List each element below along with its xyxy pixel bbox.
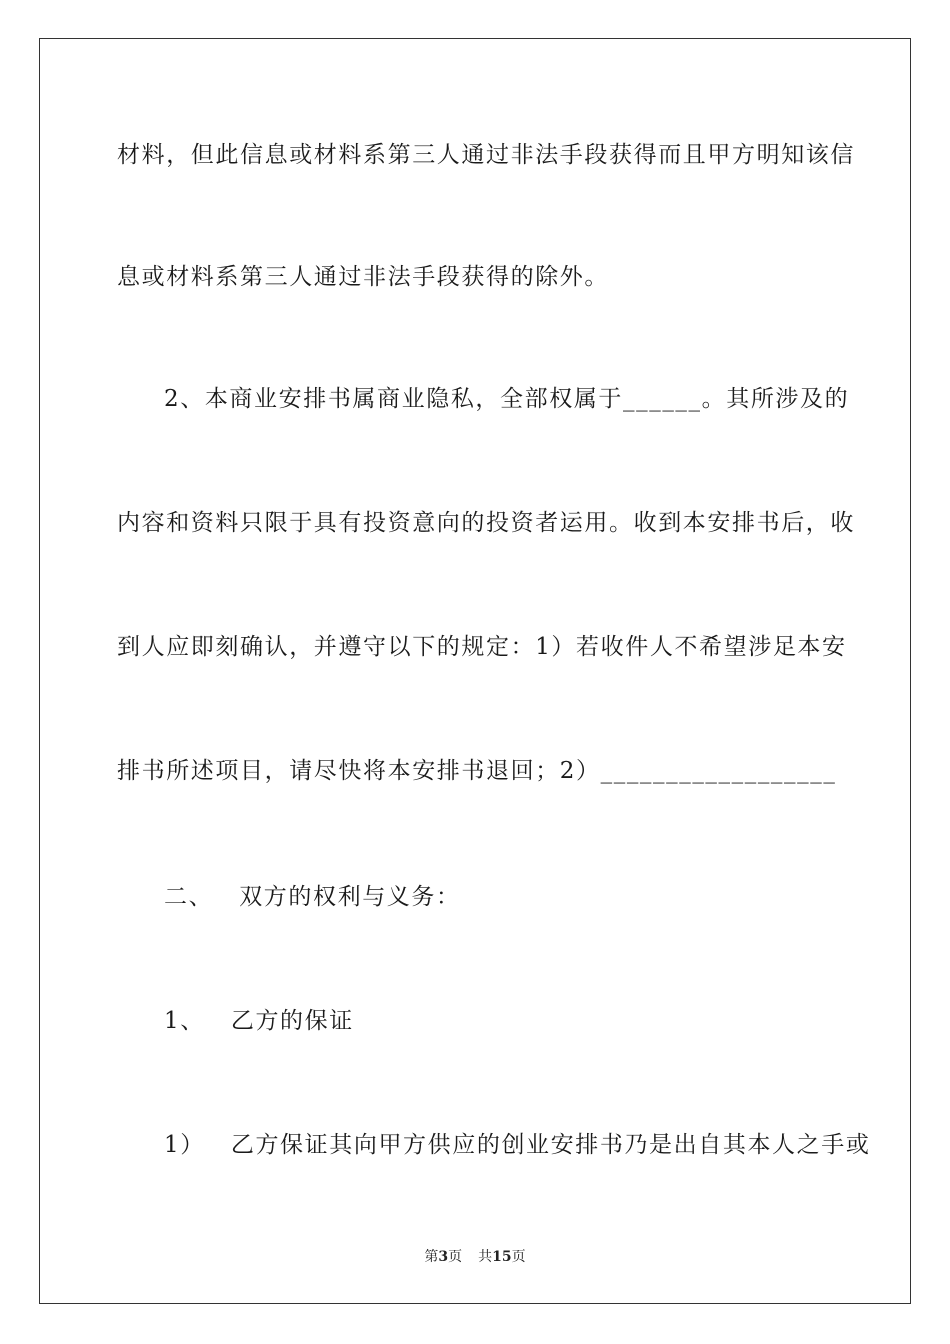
item-number: 1、	[164, 1008, 205, 1034]
footer-page-suffix: 页	[448, 1249, 463, 1265]
body-line-6: 排书所述项目，请尽快将本安排书退回；2）__________________	[117, 758, 837, 784]
section-heading-rights	[164, 882, 833, 912]
footer-total-prefix: 共	[478, 1249, 493, 1265]
section-title: 双方的权利与义务：	[239, 884, 461, 910]
item-heading-guarantee	[164, 1006, 833, 1036]
footer-total-suffix: 页	[511, 1249, 526, 1265]
body-line-1: 材料，但此信息或材料系第三人通过非法手段获得而且甲方明知该信	[117, 142, 855, 168]
body-line-3: 2、本商业安排书属商业隐私，全部权属于______。其所涉及的	[164, 386, 850, 412]
body-line-4: 内容和资料只限于具有投资意向的投资者运用。收到本安排书后，收	[117, 510, 855, 536]
footer-page-prefix: 第	[424, 1249, 439, 1265]
body-line-5: 到人应即刻确认，并遵守以下的规定：1）若收件人不希望涉足本安	[117, 634, 847, 660]
item-title: 乙方的保证	[230, 1008, 354, 1034]
body-line-2: 息或材料系第三人通过非法手段获得的除外。	[117, 264, 609, 290]
footer-page-total: 15	[492, 1249, 512, 1265]
footer-page-current: 3	[438, 1249, 449, 1265]
section-number: 二、	[164, 884, 214, 910]
page-frame	[39, 38, 911, 1304]
subitem-line-1	[164, 1130, 871, 1160]
subitem-number: 1）	[164, 1132, 205, 1158]
subitem-text: 乙方保证其向甲方供应的创业安排书乃是出自其本人之手或	[230, 1132, 871, 1158]
page-footer	[0, 1248, 950, 1266]
